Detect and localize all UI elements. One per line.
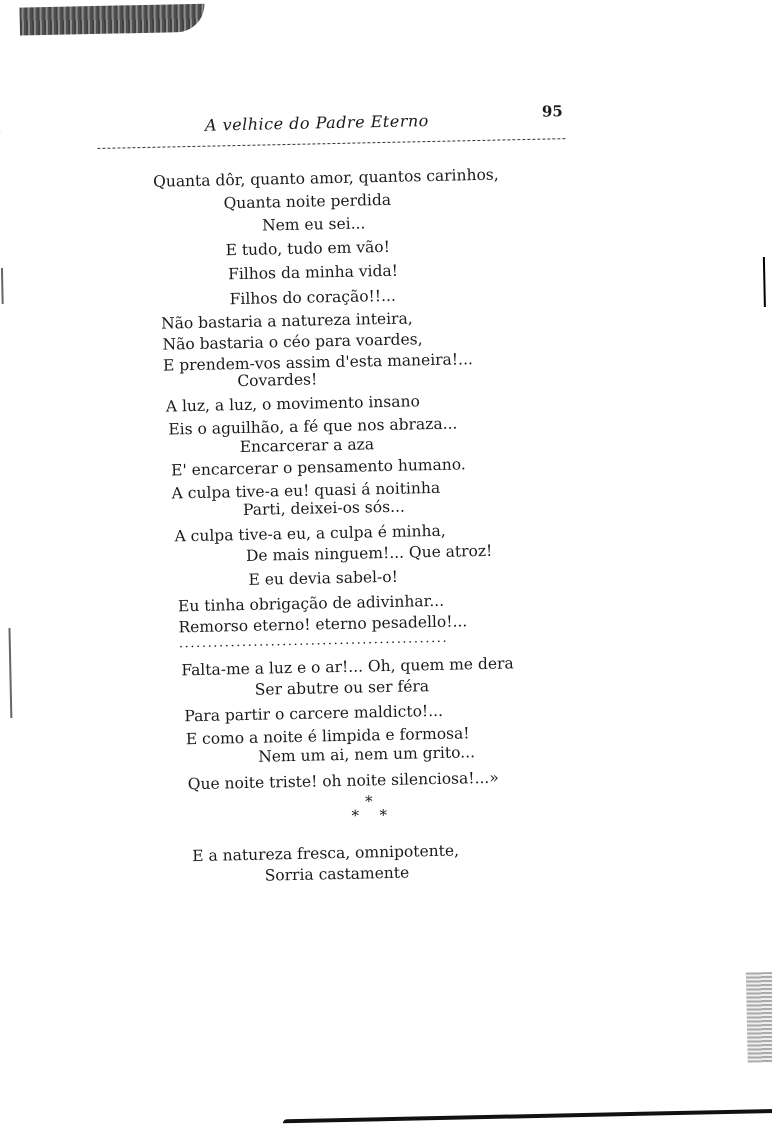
poem-line: Filhos da minha vida! bbox=[227, 261, 399, 284]
poem-line: Não bastaria o céo para voardes, bbox=[162, 330, 423, 354]
poem-line: Quanta dôr, quanto amor, quantos carinhos, bbox=[152, 165, 499, 191]
page-number: 95 bbox=[541, 102, 563, 121]
poem-line: Ser abutre ou ser féra bbox=[254, 677, 430, 699]
poem-line: E prendem-vos assim d'esta maneira!... bbox=[162, 350, 474, 375]
poem-line: Nem um ai, nem um grito... bbox=[258, 743, 476, 766]
scan-blot bbox=[19, 4, 205, 36]
poem-line: E como a noite é limpida e formosa! bbox=[185, 724, 470, 749]
poem-line: Remorso eterno! eterno pesadello!... bbox=[178, 612, 468, 637]
poem-line: Quanta noite perdida bbox=[223, 190, 392, 213]
poem-line: E eu devia sabel-o! bbox=[248, 567, 399, 589]
scan-edge-bottom bbox=[283, 1109, 772, 1123]
poem-line: E tudo, tudo em vão! bbox=[225, 237, 391, 260]
scan-edge-left bbox=[0, 88, 18, 988]
poem-line: Parti, deixei-os sós... bbox=[242, 497, 406, 519]
poem-line: Nem eu sei... bbox=[261, 214, 366, 235]
asterism-star: * bbox=[351, 806, 360, 825]
scan-edge-right bbox=[763, 257, 766, 307]
poem-line: Encarcerar a aza bbox=[239, 435, 375, 457]
poem-line: A culpa tive-a eu! quasi á noitinha bbox=[171, 478, 441, 503]
asterism bbox=[351, 792, 392, 823]
poem-line: Covardes! bbox=[237, 370, 318, 391]
poem-line: Sorria castamente bbox=[264, 863, 410, 885]
poem-line: De mais ninguem!... Que atroz! bbox=[245, 541, 493, 565]
asterism-star: * bbox=[379, 806, 388, 825]
poem-line: A luz, a luz, o movimento insano bbox=[165, 392, 421, 416]
poem-line: Eis o aguilhão, a fé que nos abraza... bbox=[168, 414, 458, 439]
poem-line: Que noite triste! oh noite silenciosa!...» bbox=[187, 768, 499, 794]
dotted-separator: ............................................... bbox=[178, 630, 449, 652]
poem-line: E a natureza fresca, omnipotente, bbox=[192, 841, 460, 866]
poem-line: Filhos do coração!!... bbox=[229, 286, 396, 309]
scan-noise bbox=[746, 972, 772, 1063]
poem-line: Não bastaria a natureza inteira, bbox=[160, 309, 413, 333]
page-header bbox=[97, 102, 566, 149]
poem-line: A culpa tive-a eu, a culpa é minha, bbox=[174, 521, 446, 546]
poem-line: E' encarcerar o pensamento humano. bbox=[171, 455, 466, 480]
running-title: A velhice do Padre Eterno bbox=[204, 111, 429, 135]
asterism-star: * bbox=[364, 792, 373, 811]
poem-line: Para partir o carcere maldicto!... bbox=[184, 701, 444, 726]
poem-line: Eu tinha obrigação de adivinhar... bbox=[177, 591, 445, 616]
poem-line: Falta-me a luz e o ar!... Oh, quem me dera bbox=[181, 654, 514, 680]
